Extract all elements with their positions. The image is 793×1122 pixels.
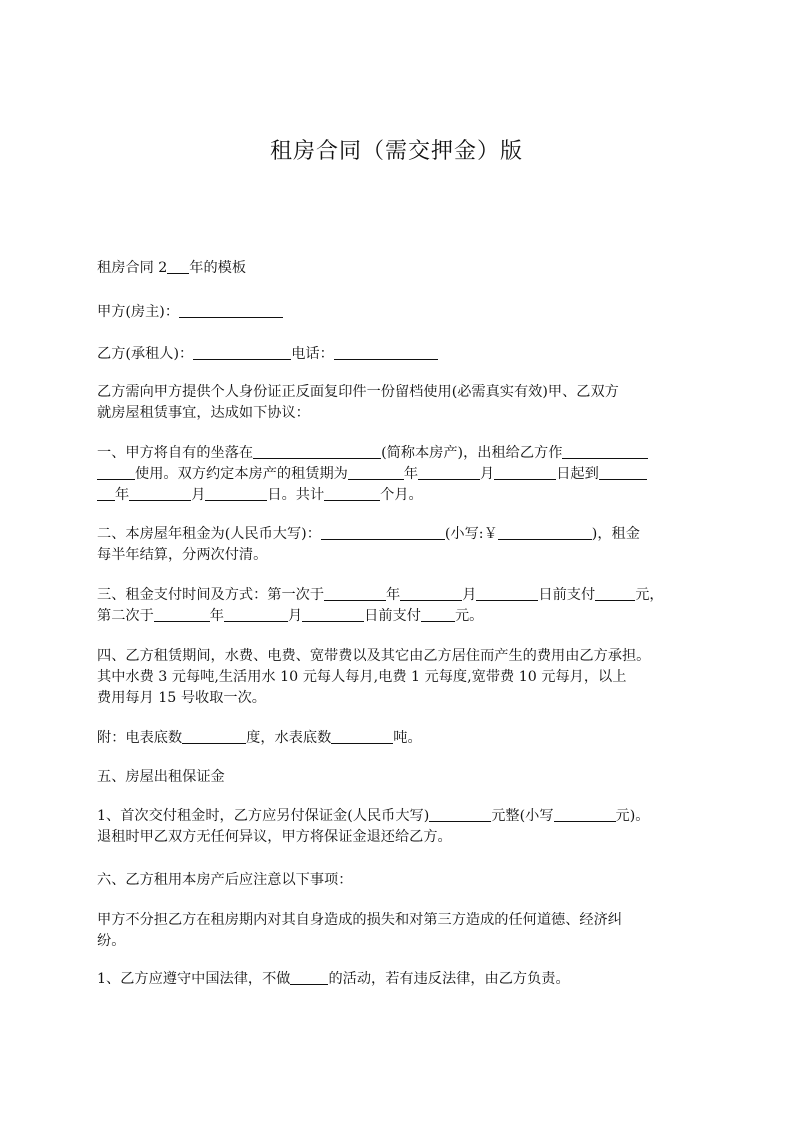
deposit-capital-blank [429,806,491,822]
tenant-phone-blank [334,344,438,360]
year-blank [167,258,189,274]
tenant-name-blank [193,344,291,360]
annual-rent-capital-blank [321,524,445,540]
clause-6-heading: 六、乙方租用本房产后应注意以下事项： [97,872,353,888]
activity-blank [290,969,328,985]
address-blank [253,443,381,459]
electric-meter-blank [182,728,246,744]
template-line: 租房合同 2 年的模板 [97,260,247,276]
annual-rent-number-blank [498,524,592,540]
clause-1: 一、甲方将自有的坐落在 (简称本房产)，出租给乙方作 使用。双方约定本房产的租赁期为 年 月 日起到 年 月 日。共计 个月。 [97,443,717,506]
deposit-number-blank [554,806,616,822]
clause-5-heading: 五、房屋出租保证金 [97,769,225,785]
clause-4: 四、乙方租赁期间，水费、电费、宽带费以及其它由乙方居住而产生的费用由乙方承担。 其中水费 3 元每吨,生活用水 10 元每人每月,电费 1 元每度,宽带费 10 元每月，以上 费用每月 15 号收取一次。 [97,648,651,706]
deposit-clause: 1、首次交付租金时，乙方应另付保证金(人民币大写) 元整(小写 元)。 退租时甲乙双方无任何异议，甲方将保证金退还给乙方。 [97,808,650,845]
tenant-line: 乙方(承租人)： 电话： [97,344,717,365]
clause-3: 三、租金支付时间及方式：第一次于 年 月 日前支付 元， 第二次于 年 月 日前支付 元。 [97,587,664,624]
landlord-line: 甲方(房主)： [97,302,717,323]
landlord-name-blank [179,302,283,318]
meter-readings: 附：电表底数 度，水表底数 吨。 [97,730,422,746]
purpose-blank-cont [97,464,135,480]
intro-paragraph: 乙方需向甲方提供个人身份证正反面复印件一份留档使用(必需真实有效)甲、乙双方 就房屋租赁事宜，达成如下协议： [97,384,619,421]
document-title: 租房合同（需交押金）版 [269,139,523,164]
water-meter-blank [331,728,393,744]
rule-1: 1、乙方应遵守中国法律，不做 的活动，若有违反法律，由乙方负责。 [97,971,570,987]
purpose-blank [562,443,648,459]
clause-2: 二、本房屋年租金为(人民币大写)： (小写:￥ )，租金 每半年结算，分两次付清。 [97,526,640,563]
disclaimer-paragraph: 甲方不分担乙方在租房期内对其自身造成的损失和对第三方造成的任何道德、经济纠 纷。 [97,912,622,949]
